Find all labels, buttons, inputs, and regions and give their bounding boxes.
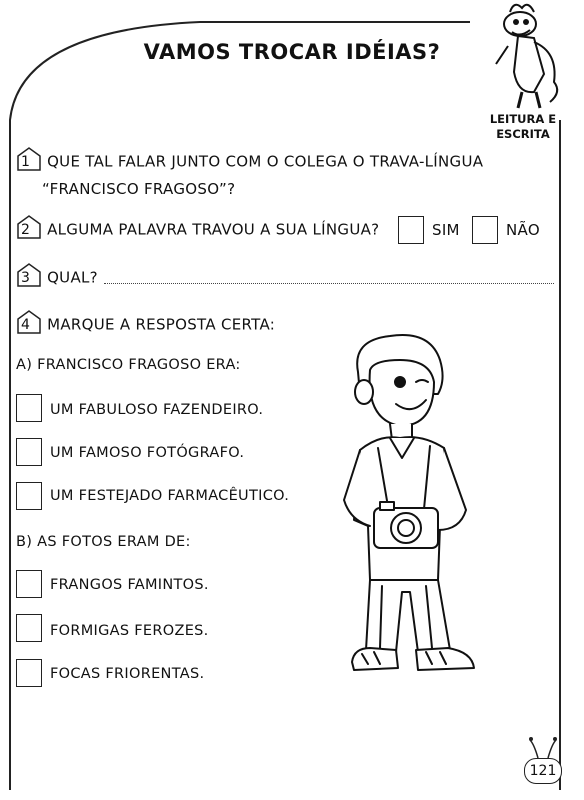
question-3-text: QUAL? (47, 268, 98, 287)
horse-mascot-icon (488, 2, 568, 112)
part-a-heading: A) FRANCISCO FRAGOSO ERA: (16, 357, 241, 373)
page-title: VAMOS TROCAR IDÉIAS? (143, 40, 441, 64)
question-2 (16, 220, 379, 240)
part-b-heading: B) AS FOTOS ERAM DE: (16, 534, 191, 550)
option-a3-checkbox[interactable] (16, 482, 42, 510)
option-a2-label: UM FAMOSO FOTÓGRAFO. (50, 445, 245, 461)
answer-line[interactable] (104, 283, 554, 284)
question-3 (16, 268, 98, 288)
photographer-illustration (330, 330, 500, 690)
option-b2-checkbox[interactable] (16, 614, 42, 642)
checkbox-nao[interactable] (472, 216, 498, 244)
badge-line2: ESCRITA (496, 127, 550, 141)
option-a3-label: UM FESTEJADO FARMACÊUTICO. (50, 488, 290, 504)
option-b1-label: FRANGOS FAMINTOS. (50, 577, 209, 593)
label-sim: SIM (432, 221, 460, 239)
option-a1-checkbox[interactable] (16, 394, 42, 422)
question-4-text: MARQUE A RESPOSTA CERTA: (47, 315, 276, 334)
page-number: 121 (524, 758, 562, 784)
option-b3-checkbox[interactable] (16, 659, 42, 687)
label-nao: NÃO (506, 221, 540, 239)
option-a1-label: UM FABULOSO FAZENDEIRO. (50, 402, 264, 418)
question-4 (16, 315, 275, 335)
checkbox-sim[interactable] (398, 216, 424, 244)
question-1-text-line2: “FRANCISCO FRAGOSO”? (42, 180, 236, 198)
question-1 (16, 152, 483, 172)
option-b3-label: FOCAS FRIORENTAS. (50, 666, 205, 682)
question-number-3: 3 (16, 268, 42, 288)
question-2-text: ALGUMA PALAVRA TRAVOU A SUA LÍNGUA? (47, 220, 380, 239)
bug-antenna-icon (528, 730, 558, 760)
option-a2-checkbox[interactable] (16, 438, 42, 466)
reading-writing-badge (478, 112, 568, 142)
option-b2-label: FORMIGAS FEROZES. (50, 623, 209, 639)
question-number-1: 1 (16, 152, 42, 172)
option-b1-checkbox[interactable] (16, 570, 42, 598)
question-number-2: 2 (16, 220, 42, 240)
question-number-4: 4 (16, 315, 42, 335)
badge-line1: LEITURA E (489, 112, 557, 126)
question-1-text-line1: QUE TAL FALAR JUNTO COM O COLEGA O TRAVA-LÍNGUA (47, 152, 484, 171)
